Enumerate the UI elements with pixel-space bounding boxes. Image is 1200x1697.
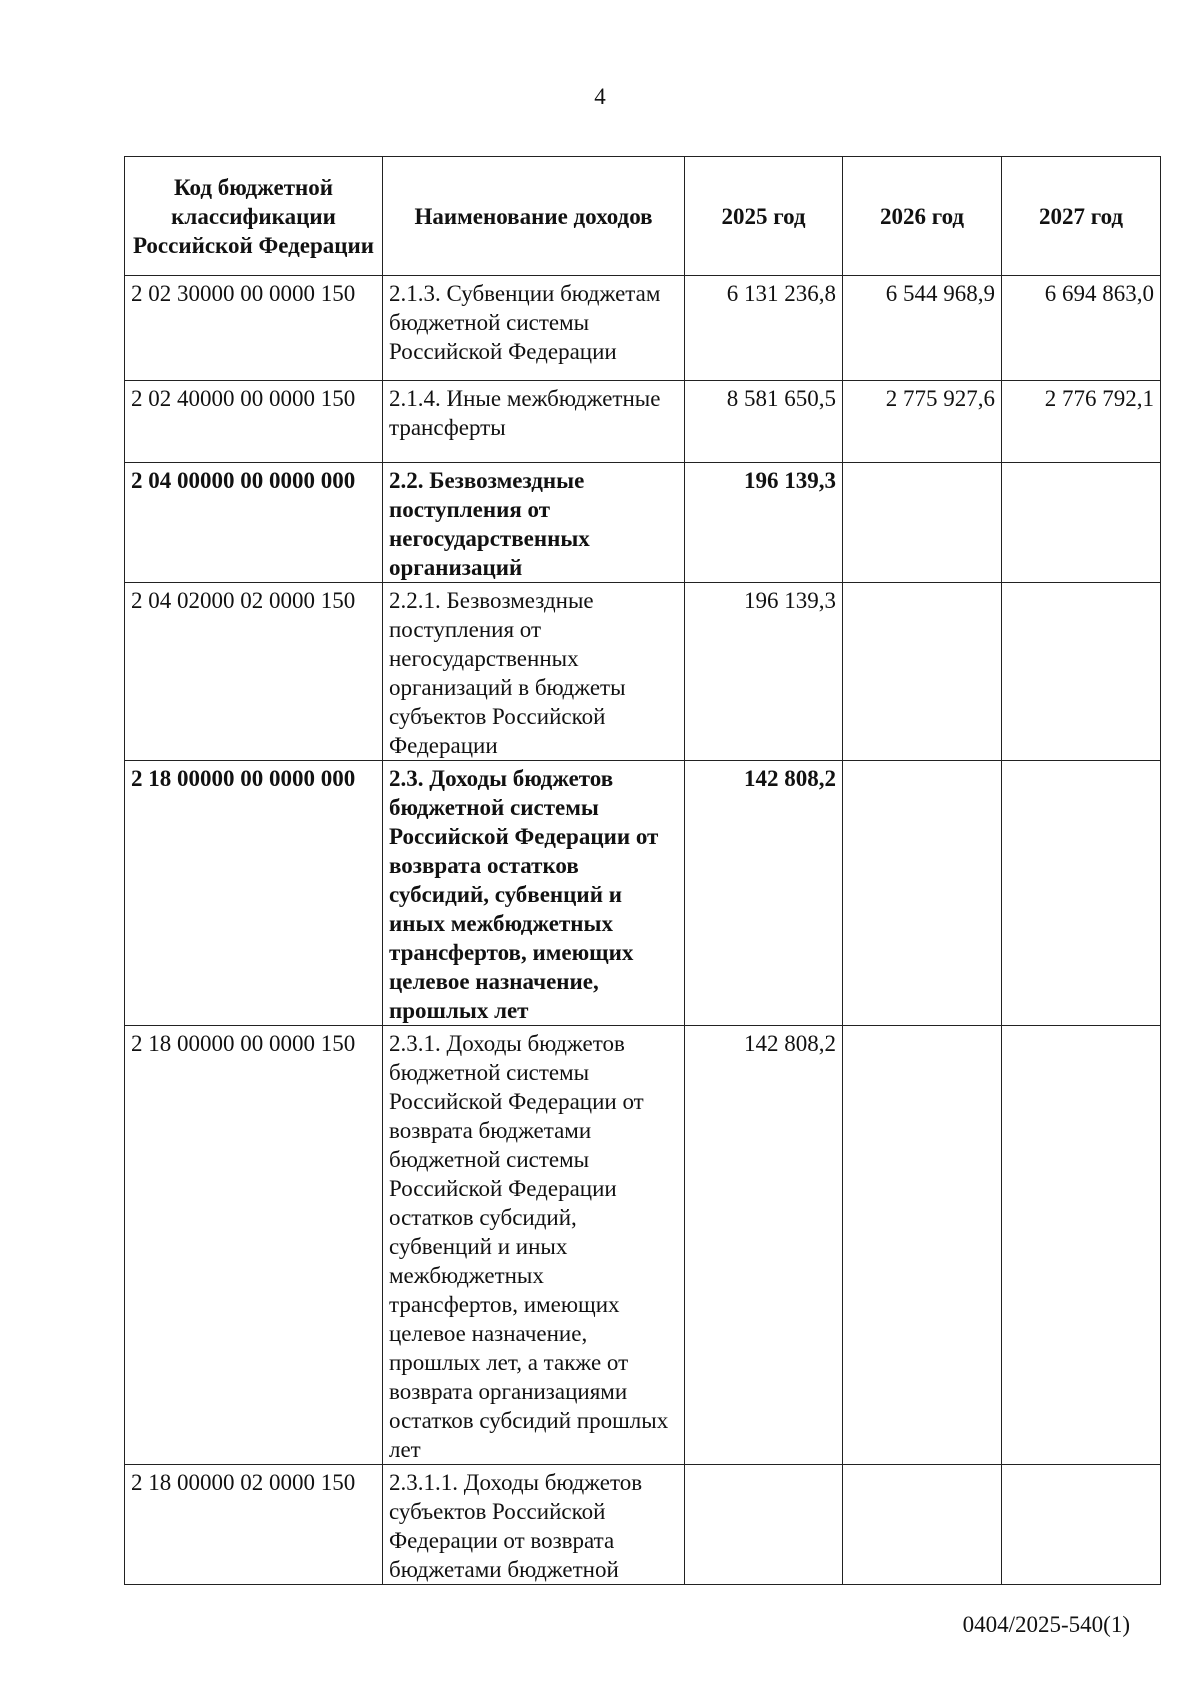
row-value-2025 [685, 1465, 843, 1585]
row-value-2025: 196 139,3 [685, 583, 843, 761]
header-code: Код бюджетной классификации Российской Федерации [125, 157, 383, 276]
page-number: 4 [594, 84, 606, 109]
row-code-cell: 2 04 00000 00 0000 000 [125, 463, 383, 583]
table-row [125, 463, 1161, 583]
row-name-cell: 2.2.1. Безвозмездные поступления от негосударственных организаций в бюджеты субъектов Российской Федерации [383, 583, 685, 761]
row-value-2027 [1002, 1026, 1161, 1465]
row-code-cell: 2 04 02000 02 0000 150 [125, 583, 383, 761]
table-row [125, 276, 1161, 381]
row-value-2025: 142 808,2 [685, 761, 843, 1026]
table-row [125, 583, 1161, 761]
row-value-2027: 6 694 863,0 [1002, 276, 1161, 381]
row-value-2027 [1002, 583, 1161, 761]
row-code-cell: 2 02 30000 00 0000 150 [125, 276, 383, 381]
header-2025: 2025 год [685, 157, 843, 276]
table-header-row [125, 157, 1161, 276]
table-body [125, 276, 1161, 1585]
table-row [125, 1026, 1161, 1465]
row-value-2026 [843, 583, 1002, 761]
row-value-2027 [1002, 1465, 1161, 1585]
row-value-2026 [843, 463, 1002, 583]
table-row [125, 1465, 1161, 1585]
header-2027: 2027 год [1002, 157, 1161, 276]
row-value-2027 [1002, 761, 1161, 1026]
row-code-cell: 2 18 00000 00 0000 150 [125, 1026, 383, 1465]
row-name-cell: 2.1.3. Субвенции бюджетам бюджетной системы Российской Федерации [383, 276, 685, 381]
row-value-2025: 142 808,2 [685, 1026, 843, 1465]
row-name-cell: 2.1.4. Иные межбюджетные трансферты [383, 381, 685, 463]
row-name-cell: 2.2. Безвозмездные поступления от негосударственных организаций [383, 463, 685, 583]
header-2026: 2026 год [843, 157, 1002, 276]
row-name-cell: 2.3. Доходы бюджетов бюджетной системы Российской Федерации от возврата остатков субсидий, субвенций и иных межбюджетных трансфертов, имеющих целевое назначение, прошлых лет [383, 761, 685, 1026]
table-row [125, 761, 1161, 1026]
row-value-2027: 2 776 792,1 [1002, 381, 1161, 463]
row-value-2026 [843, 1026, 1002, 1465]
row-code-cell: 2 18 00000 00 0000 000 [125, 761, 383, 1026]
row-value-2027 [1002, 463, 1161, 583]
row-value-2026 [843, 1465, 1002, 1585]
row-value-2026 [843, 761, 1002, 1026]
row-value-2025: 196 139,3 [685, 463, 843, 583]
document-number: 0404/2025-540(1) [962, 1612, 1130, 1637]
revenue-table [124, 156, 1161, 1585]
row-value-2026: 6 544 968,9 [843, 276, 1002, 381]
row-name-cell: 2.3.1.1. Доходы бюджетов субъектов Российской Федерации от возврата бюджетами бюджетной [383, 1465, 685, 1585]
row-code-cell: 2 02 40000 00 0000 150 [125, 381, 383, 463]
row-value-2025: 6 131 236,8 [685, 276, 843, 381]
row-name-cell: 2.3.1. Доходы бюджетов бюджетной системы Российской Федерации от возврата бюджетами бюджетной системы Российской Федерации остатков субсидий, субвенций и иных межбюджетных трансфертов, имеющих целевое назначение, прошлых лет, а также от возврата организациями остатков субсидий прошлых лет [383, 1026, 685, 1465]
row-code-cell: 2 18 00000 02 0000 150 [125, 1465, 383, 1585]
table-row [125, 381, 1161, 463]
row-value-2025: 8 581 650,5 [685, 381, 843, 463]
row-value-2026: 2 775 927,6 [843, 381, 1002, 463]
header-name: Наименование доходов [383, 157, 685, 276]
